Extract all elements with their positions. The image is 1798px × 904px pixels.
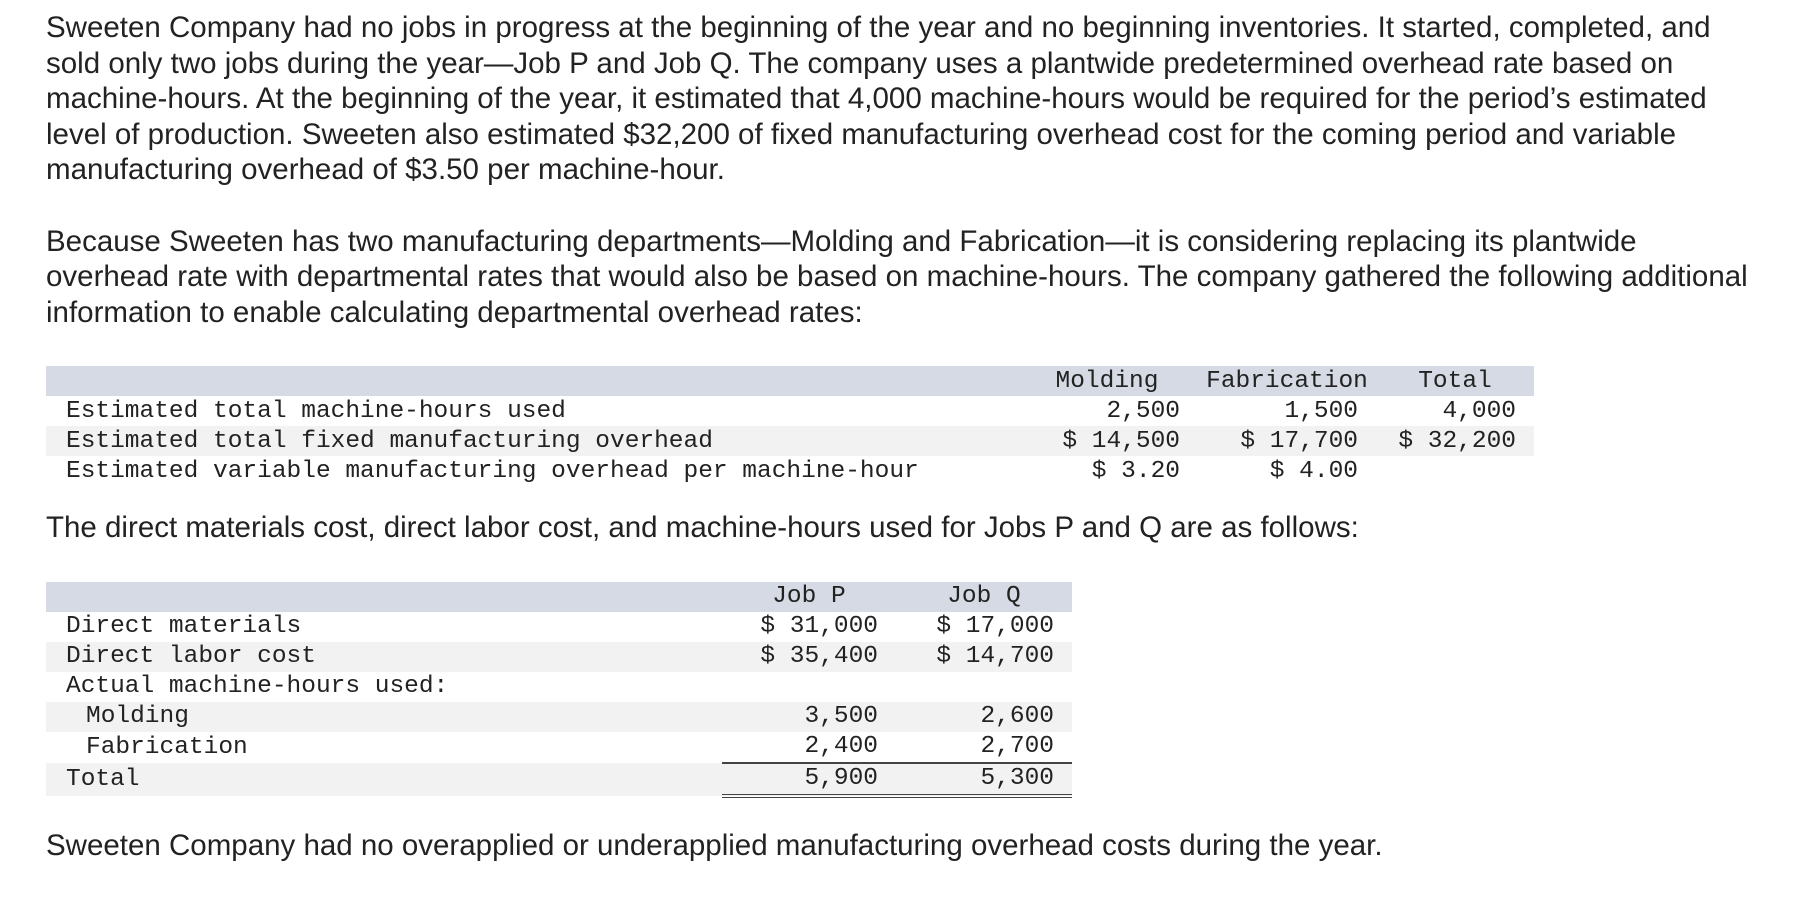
cell-total: 4,000 bbox=[1442, 397, 1516, 425]
cell-job-q: $ 17,000 bbox=[936, 613, 1054, 640]
cell-molding: 2,500 bbox=[1106, 397, 1180, 425]
header-fabrication: Fabrication bbox=[1198, 366, 1376, 396]
closing-paragraph: Sweeten Company had no overapplied or underapplied manufacturing overhead costs during the year. bbox=[46, 828, 1383, 862]
header-job-p: Job P bbox=[722, 582, 896, 612]
jobs-paragraph: The direct materials cost, direct labor cost, and machine-hours used for Jobs P and Q are as follows: bbox=[46, 511, 1359, 544]
cell-fabrication: $ 4.00 bbox=[1269, 457, 1358, 485]
departmental-overhead-table bbox=[46, 366, 1534, 486]
job-cost-table bbox=[46, 582, 1072, 798]
table-row bbox=[46, 672, 1072, 702]
row-label: Direct materials bbox=[66, 613, 302, 640]
table-row bbox=[46, 426, 1534, 456]
cell-job-q: 2,600 bbox=[896, 702, 1072, 732]
table-row bbox=[46, 763, 1072, 796]
row-label: Estimated total fixed manufacturing overhead bbox=[46, 426, 1016, 456]
cell-job-q: 2,700 bbox=[896, 732, 1072, 763]
departments-paragraph: Because Sweeten has two manufacturing departments—Molding and Fabrication—it is considering replacing its plantwide overhead rate with departmental rates that would also be based on machine-hours. The company gathered the following additional information to enable calculating departmental overhead rates: bbox=[46, 224, 1748, 329]
cell-empty bbox=[896, 672, 1072, 702]
cell-job-p: $ 35,400 bbox=[722, 642, 896, 672]
row-label: Total bbox=[46, 763, 722, 796]
row-label: Fabrication bbox=[86, 733, 248, 761]
table-row bbox=[46, 702, 1072, 732]
row-label: Direct labor cost bbox=[46, 642, 722, 672]
header-blank bbox=[46, 582, 722, 612]
cell-fabrication: 1,500 bbox=[1284, 397, 1358, 425]
table-header-row bbox=[46, 366, 1534, 396]
cell-job-p: 3,500 bbox=[722, 702, 896, 732]
table-row bbox=[46, 396, 1534, 426]
table-row bbox=[46, 456, 1534, 486]
table-row bbox=[46, 732, 1072, 763]
cell-molding: $ 14,500 bbox=[1016, 426, 1198, 456]
cell-total: $ 32,200 bbox=[1376, 426, 1534, 456]
cell-job-q: $ 14,700 bbox=[896, 642, 1072, 672]
cell-empty bbox=[722, 672, 896, 702]
header-blank bbox=[46, 366, 1016, 396]
intro-paragraph: Sweeten Company had no jobs in progress at the beginning of the year and no beginning inventories. It started, completed, and sold only two jobs during the year—Job P and Job Q. The company uses a plantwide predetermined overhead rate based on machine-hours. At the beginning of the year, it estimated that 4,000 machine-hours would be required for the period’s estimated level of production. Sweeten also estimated $32,200 of fixed manufacturing overhead cost for the coming period and variable manufacturing overhead of $3.50 per machine-hour. bbox=[46, 11, 1711, 186]
row-label: Estimated variable manufacturing overhead per machine-hour bbox=[66, 457, 919, 485]
cell-job-p: 2,400 bbox=[722, 732, 896, 763]
cell-fabrication: $ 17,700 bbox=[1198, 426, 1376, 456]
table-header-row bbox=[46, 582, 1072, 612]
header-job-q: Job Q bbox=[896, 582, 1072, 612]
table-row bbox=[46, 612, 1072, 642]
row-label: Estimated total machine-hours used bbox=[66, 397, 566, 425]
cell-job-p: 5,900 bbox=[722, 763, 896, 796]
table-row bbox=[46, 642, 1072, 672]
header-molding: Molding bbox=[1016, 366, 1198, 396]
row-label: Molding bbox=[46, 702, 722, 732]
cell-total bbox=[1376, 456, 1534, 486]
cell-job-p: $ 31,000 bbox=[760, 613, 878, 640]
row-label: Actual machine-hours used: bbox=[66, 673, 449, 700]
header-total: Total bbox=[1376, 366, 1534, 396]
cell-job-q: 5,300 bbox=[896, 763, 1072, 796]
problem-statement bbox=[46, 8, 1766, 863]
cell-molding: $ 3.20 bbox=[1091, 457, 1180, 485]
